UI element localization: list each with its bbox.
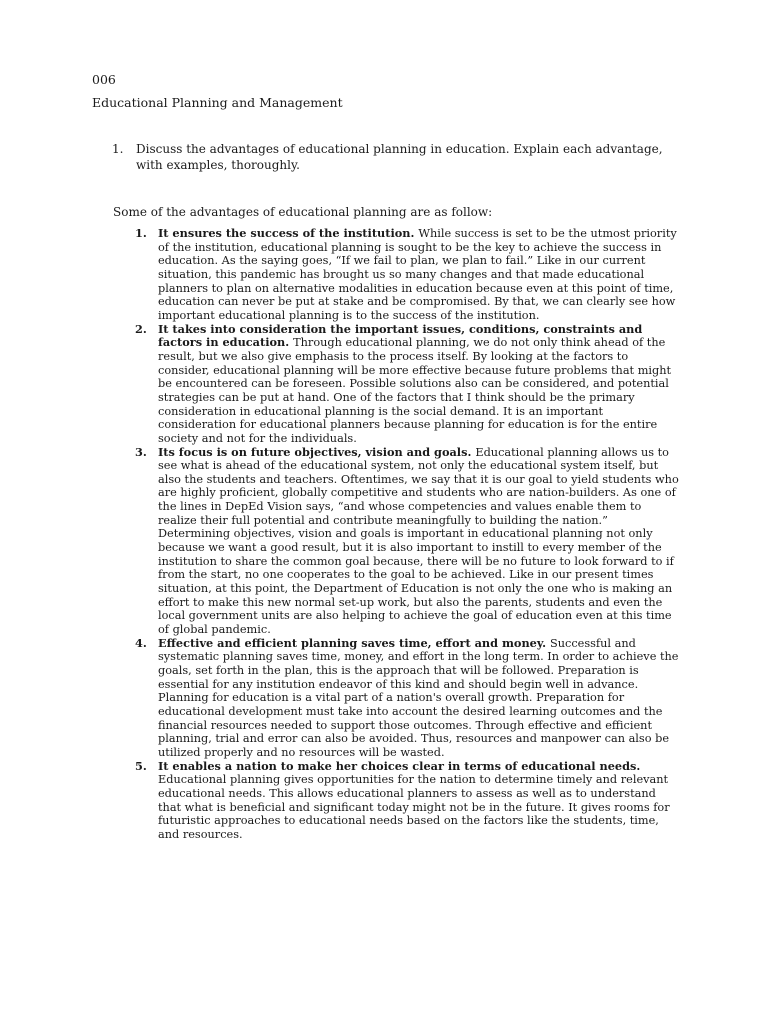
advantage-body: While success is set to be the utmost priority of the institution, educational planning is sought to be the key to achieve the success in education. As the saying goes, “If we fail to plan, we plan to fail.” Like in our current situation, this pandemic has brought us so many changes and that made educational planners to plan on alternative modalities in education because even at this point of time, education can never be put at stake and be compromised. By that, we can clearly see how important educational planning is to the success of the institution. xyxy=(158,227,677,322)
advantage-item xyxy=(135,446,680,637)
advantage-number: 1. xyxy=(135,226,147,240)
question-text: Discuss the advantages of educational planning in education. Explain each advantage, with examples, thoroughly. xyxy=(136,142,663,172)
advantage-body: Educational planning allows us to see what is ahead of the educational system, not only the educational system itself, but also the students and teachers. Oftentimes, we say that it is our goal to yield students who are highly proficient, globally competitive and students who are nation-builders. As one of the lines in DepEd Vision says, “and whose competencies and values enable them to realize their full potential and contribute meaningfully to building the nation.” Determining objectives, vision and goals is important in educational planning not only because we want a good result, but it is also important to instill to every member of the institution to share the common goal because, there will be no future to look forward to if from the start, no one cooperates to the goal to be achieved. Like in our present times situation, at this point, the Department of Education is not only the one who is making an effort to make this new normal set-up work, but also the parents, students and even the local government units are also helping to achieve the goal of education even at this time of global pandemic. xyxy=(158,445,679,637)
advantage-item xyxy=(135,637,680,760)
advantage-heading: It enables a nation to make her choices clear in terms of educational needs. xyxy=(158,758,641,773)
advantage-number: 4. xyxy=(135,635,147,650)
document-code: 006 xyxy=(92,72,116,87)
advantage-body: Educational planning gives opportunities for the nation to determine timely and relevant educational needs. This allows educational planners to assess as well as to understand that what is beneficial and significant today might not be in the future. It gives rooms for futuristic approaches to educational needs based on the factors like the students, time, and resources. xyxy=(158,773,670,841)
advantage-number: 3. xyxy=(135,444,147,459)
advantage-item xyxy=(135,227,680,323)
advantage-body: Successful and systematic planning saves time, money, and effort in the long term. In order to achieve the goals, set forth in the plan, this is the approach that will be followed. Preparation is essential for any institution endeavor of this kind and should begin well in advance. Planning for education is a vital part of a nation's overall growth. Preparation for educational development must take into account the desired learning outcomes and the financial resources needed to support those outcomes. Through effective and efficient planning, trial and error can also be avoided. Thus, resources and manpower can also be utilized properly and no resources will be wasted. xyxy=(158,636,679,759)
advantage-item xyxy=(135,760,680,842)
question-number: 1. xyxy=(112,142,124,156)
advantages-list xyxy=(135,227,680,842)
advantage-heading: It ensures the success of the institution. xyxy=(158,226,419,240)
advantage-heading: Effective and efficient planning saves time, effort and money. xyxy=(158,635,550,650)
course-title: Educational Planning and Management xyxy=(92,95,343,110)
intro-paragraph: Some of the advantages of educational planning are as follow: xyxy=(113,205,493,219)
question xyxy=(112,142,672,173)
advantage-heading: Its focus is on future objectives, vision and goals. xyxy=(158,444,476,459)
advantage-number: 5. xyxy=(135,758,147,773)
advantage-heading: It takes into consideration the important issues, conditions, constraints and factors in education. xyxy=(158,321,643,350)
advantage-number: 2. xyxy=(135,321,147,336)
advantage-item xyxy=(135,323,680,446)
advantage-body: Through educational planning, we do not only think ahead of the result, but we also give emphasis to the process itself. By looking at the factors to consider, educational planning will be more effective because future problems that might be encountered can be foreseen. Possible solutions also can be considered, and potential strategies can be put at hand. One of the factors that I think should be the primary consideration in educational planning is the social demand. It is an important consideration for educational planners because planning for education is for the entire society and not for the individuals. xyxy=(158,336,672,445)
